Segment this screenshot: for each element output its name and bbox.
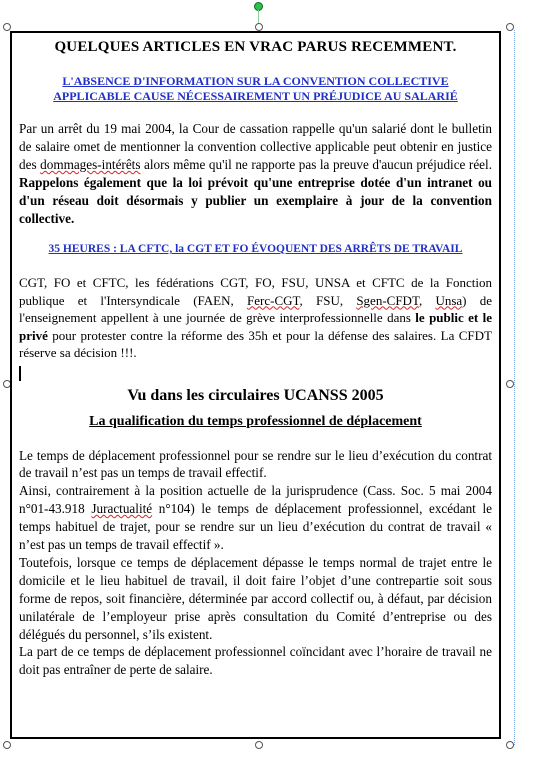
section2-heading[interactable]: 35 HEURES : LA CFTC, la CGT ET FO ÉVOQUENT DES ARRÊTS DE TRAVAIL xyxy=(48,243,463,255)
resize-handle-bottom-center[interactable] xyxy=(255,741,263,749)
section2-text-e: pour protester contre la réforme des 35h et pour la défense des salaires. La CFDT réserve sa décision !!!. xyxy=(19,327,492,360)
spellcheck-word: Unsa xyxy=(435,292,463,308)
text-cursor xyxy=(19,366,21,381)
spellcheck-word: dommages-intérêts xyxy=(40,157,141,172)
circulaires-paragraph-2 xyxy=(19,482,492,554)
section2-text-b: , FSU, xyxy=(299,292,357,308)
spellcheck-word: Juractualité xyxy=(91,501,153,517)
spellcheck-word: Sgen-CFDT xyxy=(356,292,419,308)
section1-heading-line1: L'ABSENCE D'INFORMATION SUR LA CONVENTION COLLECTIVE xyxy=(62,74,449,88)
section2-bold-text: le public et le privé xyxy=(19,310,493,343)
section2-text-c: , xyxy=(418,292,436,308)
resize-handle-top-center[interactable] xyxy=(255,23,263,31)
section2-text-d: ) de l'enseignement appellent à une journée de grève interprofessionnelle dans xyxy=(19,292,492,325)
resize-handle-top-right[interactable] xyxy=(506,23,514,31)
resize-handle-bottom-left[interactable] xyxy=(3,741,11,749)
resize-handle-top-left[interactable] xyxy=(3,23,11,31)
circulaires-subtitle: La qualification du temps professionnel de déplacement xyxy=(89,413,422,429)
circulaires-text-a: Ainsi, contrairement à la position actuelle de la jurisprudence (Cass. Soc. 5 mai 2004 n°01-43.918 xyxy=(19,483,492,517)
section1-heading[interactable] xyxy=(19,74,492,104)
section1-bold-text: Rappelons également que la loi prévoit qu'une entreprise dotée d'un intranet ou d'un réseau doit désormais y publier un exemplaire à jour de la convention collective. xyxy=(19,175,492,226)
section1-heading-line2: APPLICABLE CAUSE NÉCESSAIREMENT UN PRÉJUDICE AU SALARIÉ xyxy=(53,89,458,103)
spellcheck-word: Ferc-CGT xyxy=(247,292,300,308)
section2-paragraph xyxy=(19,274,492,362)
right-margin-guide xyxy=(514,30,516,745)
resize-handle-bottom-right[interactable] xyxy=(506,741,514,749)
circulaires-text-b: n°104) le temps de déplacement professionnel, excédant le temps habituel de trajet, pour se rendre sur un lieu d’exécution du contrat de travail « n’est pas un temps de travail effectif ». xyxy=(19,501,492,553)
section1-text-a: Par un arrêt du 19 mai 2004, la Cour de cassation rappelle qu'un salarié dont le bulletin de salaire omet de mentionner la convention collective applicable peut obtenir en justice des xyxy=(19,121,492,172)
document-title: QUELQUES ARTICLES EN VRAC PARUS RECEMMENT. xyxy=(54,39,457,55)
section1-paragraph xyxy=(19,120,492,228)
text-box-frame[interactable] xyxy=(10,31,501,739)
circulaires-paragraph-3: Toutefois, lorsque ce temps de déplacement dépasse le temps normal de trajet entre le domicile et le lieu habituel de travail, il doit faire l’objet d’une contrepartie soit sous forme de repos, soit financière, déterminée par accord collectif ou, à défaut, par décision unilatérale de l’employeur prise après consultation du Comité d’entreprise ou des délégués du personnel, s’ils existent. xyxy=(19,554,492,642)
circulaires-paragraph-1: Le temps de déplacement professionnel pour se rendre sur le lieu d’exécution du contrat de travail n’est pas un temps de travail effectif. xyxy=(19,447,492,481)
resize-handle-middle-right[interactable] xyxy=(506,380,514,388)
section2-text-a: CGT, FO et CFTC, les fédérations CGT, FO, FSU, UNSA et CFTC de la Fonction publique et l'Intersyndicale (FAEN, xyxy=(19,275,492,308)
section1-text-b: alors même qu'il ne rapporte pas la preuve d'aucun préjudice réel. xyxy=(140,157,492,172)
circulaires-body xyxy=(19,447,492,680)
circulaires-paragraph-4: La part de ce temps de déplacement professionnel coïncidant avec l’horaire de travail ne doit pas entraîner de perte de salaire. xyxy=(19,644,492,678)
circulaires-title: Vu dans les circulaires UCANSS 2005 xyxy=(127,386,384,404)
